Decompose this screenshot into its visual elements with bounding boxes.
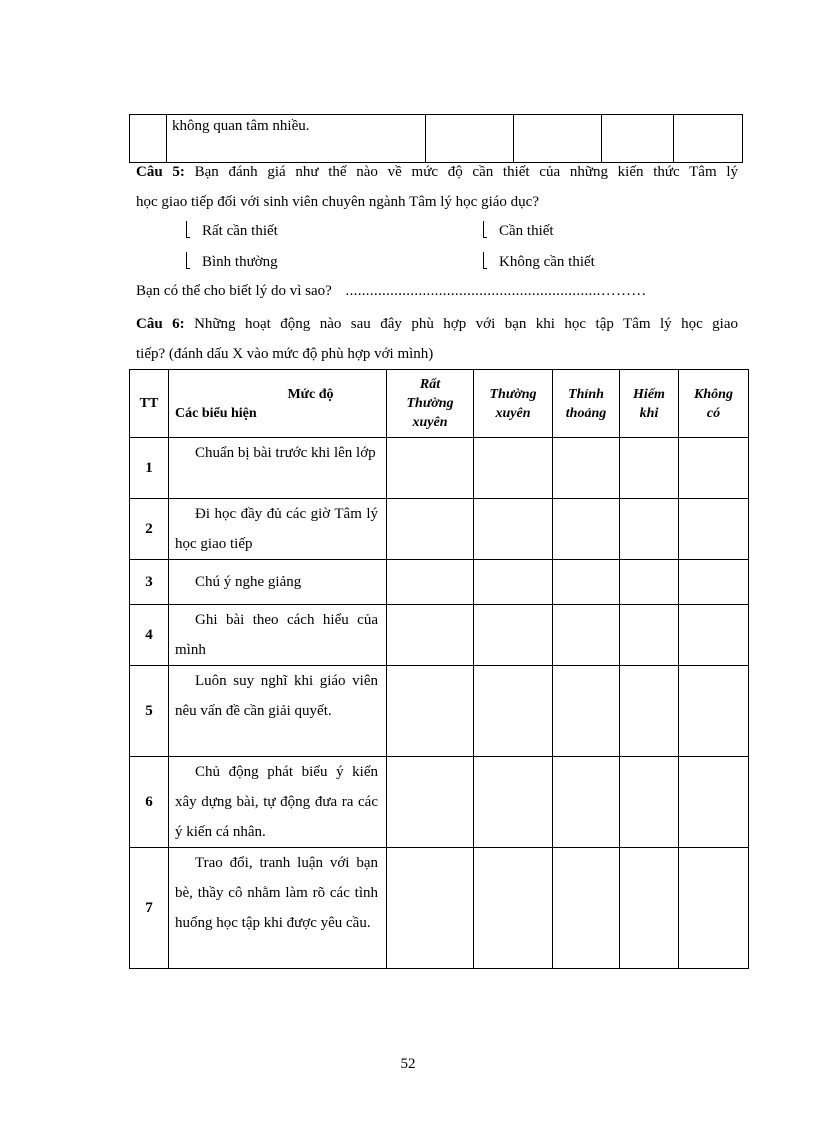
option-very-necessary[interactable]: Rất cần thiết <box>186 221 278 240</box>
header-level: Mức độ <box>287 386 334 402</box>
reason-line <box>136 283 647 300</box>
answer-cell[interactable] <box>387 499 474 560</box>
row-description: Chủ động phát biểu ý kiến xây dựng bài, tự động đưa ra các ý kiến cá nhân. <box>169 757 387 848</box>
row-number: 6 <box>130 757 169 848</box>
table-row <box>130 115 743 163</box>
activity-frequency-table <box>129 369 749 969</box>
answer-cell[interactable] <box>620 499 679 560</box>
option-not-necessary[interactable]: Không cần thiết <box>483 252 595 271</box>
table-row <box>130 499 749 560</box>
answer-cell[interactable] <box>387 605 474 666</box>
table-row <box>130 560 749 605</box>
row-description: Luôn suy nghĩ khi giáo viên nêu vấn đề cần giải quyết. <box>169 666 387 757</box>
answer-cell[interactable] <box>620 848 679 969</box>
answer-cell[interactable] <box>679 848 749 969</box>
table-cell <box>130 115 167 163</box>
row-number: 2 <box>130 499 169 560</box>
answer-cell[interactable] <box>474 560 553 605</box>
question-6-line1 <box>136 309 738 339</box>
table-cell <box>602 115 674 163</box>
row-number: 5 <box>130 666 169 757</box>
answer-cell[interactable] <box>474 848 553 969</box>
answer-cell[interactable] <box>553 560 620 605</box>
answer-cell[interactable] <box>679 605 749 666</box>
header-very-often: Rất Thường xuyên <box>387 370 474 438</box>
question-5-text: Bạn đánh giá như thế nào về mức độ cần thiết của những kiến thức Tâm lý <box>184 164 738 180</box>
previous-question-table <box>129 114 743 163</box>
answer-cell[interactable] <box>620 666 679 757</box>
row-number: 3 <box>130 560 169 605</box>
row-description: Đi học đầy đủ các giờ Tâm lý học giao tiếp <box>169 499 387 560</box>
row-description: Chuẩn bị bài trước khi lên lớp <box>169 438 387 499</box>
answer-cell[interactable] <box>679 560 749 605</box>
answer-cell[interactable] <box>553 757 620 848</box>
answer-cell[interactable] <box>474 499 553 560</box>
header-often: Thường xuyên <box>474 370 553 438</box>
answer-cell[interactable] <box>387 438 474 499</box>
row-description: Ghi bài theo cách hiểu của mình <box>169 605 387 666</box>
reason-prompt: Bạn có thể cho biết lý do vì sao? <box>136 283 332 299</box>
option-normal[interactable]: Bình thường <box>186 252 278 271</box>
question-6-text: Những hoạt động nào sau đây phù hợp với bạn khi học tập Tâm lý học giao <box>184 316 739 332</box>
answer-cell[interactable] <box>387 848 474 969</box>
question-5-line2: học giao tiếp đối với sinh viên chuyên ngành Tâm lý học giáo dục? <box>136 194 539 210</box>
row-description: Trao đổi, tranh luận với bạn bè, thầy cô nhằm làm rõ các tình huống học tập khi được yêu cầu. <box>169 848 387 969</box>
answer-cell[interactable] <box>387 560 474 605</box>
page-number: 52 <box>400 1056 416 1072</box>
answer-cell[interactable] <box>387 757 474 848</box>
answer-cell[interactable] <box>679 438 749 499</box>
table-cell <box>514 115 602 163</box>
checkbox-icon[interactable] <box>483 221 487 238</box>
answer-cell[interactable] <box>553 848 620 969</box>
row-number: 4 <box>130 605 169 666</box>
table-cell <box>674 115 743 163</box>
answer-cell[interactable] <box>553 605 620 666</box>
option-necessary[interactable]: Cần thiết <box>483 221 554 240</box>
header-items <box>169 370 387 438</box>
answer-cell[interactable] <box>679 666 749 757</box>
table-cell-text: không quan tâm nhiều. <box>167 115 426 163</box>
table-row <box>130 605 749 666</box>
question-5-label: Câu 5: <box>136 164 185 180</box>
reason-answer-blank[interactable]: ...............................................................……… <box>345 283 647 299</box>
header-rarely: Hiếm khi <box>620 370 679 438</box>
table-header-row <box>130 370 749 438</box>
header-expressions: Các biểu hiện <box>175 405 257 421</box>
table-row <box>130 666 749 757</box>
header-sometimes: Thỉnh thoảng <box>553 370 620 438</box>
answer-cell[interactable] <box>679 757 749 848</box>
checkbox-icon[interactable] <box>186 221 190 238</box>
table-row <box>130 438 749 499</box>
answer-cell[interactable] <box>553 438 620 499</box>
answer-cell[interactable] <box>620 438 679 499</box>
table-row <box>130 848 749 969</box>
answer-cell[interactable] <box>553 666 620 757</box>
answer-cell[interactable] <box>553 499 620 560</box>
table-row <box>130 757 749 848</box>
header-never: Không có <box>679 370 749 438</box>
answer-cell[interactable] <box>474 757 553 848</box>
checkbox-icon[interactable] <box>186 252 190 269</box>
answer-cell[interactable] <box>474 438 553 499</box>
row-number: 7 <box>130 848 169 969</box>
answer-cell[interactable] <box>620 560 679 605</box>
answer-cell[interactable] <box>387 666 474 757</box>
answer-cell[interactable] <box>620 757 679 848</box>
header-tt: TT <box>130 370 169 438</box>
answer-cell[interactable] <box>679 499 749 560</box>
row-number: 1 <box>130 438 169 499</box>
answer-cell[interactable] <box>620 605 679 666</box>
question-6-line2: tiếp? (đánh dấu X vào mức độ phù hợp với mình) <box>136 346 434 362</box>
checkbox-icon[interactable] <box>483 252 487 269</box>
table-cell <box>426 115 514 163</box>
answer-cell[interactable] <box>474 605 553 666</box>
question-5-line1 <box>136 157 738 187</box>
answer-cell[interactable] <box>474 666 553 757</box>
question-6-label: Câu 6: <box>136 316 185 332</box>
row-description: Chú ý nghe giảng <box>169 560 387 605</box>
